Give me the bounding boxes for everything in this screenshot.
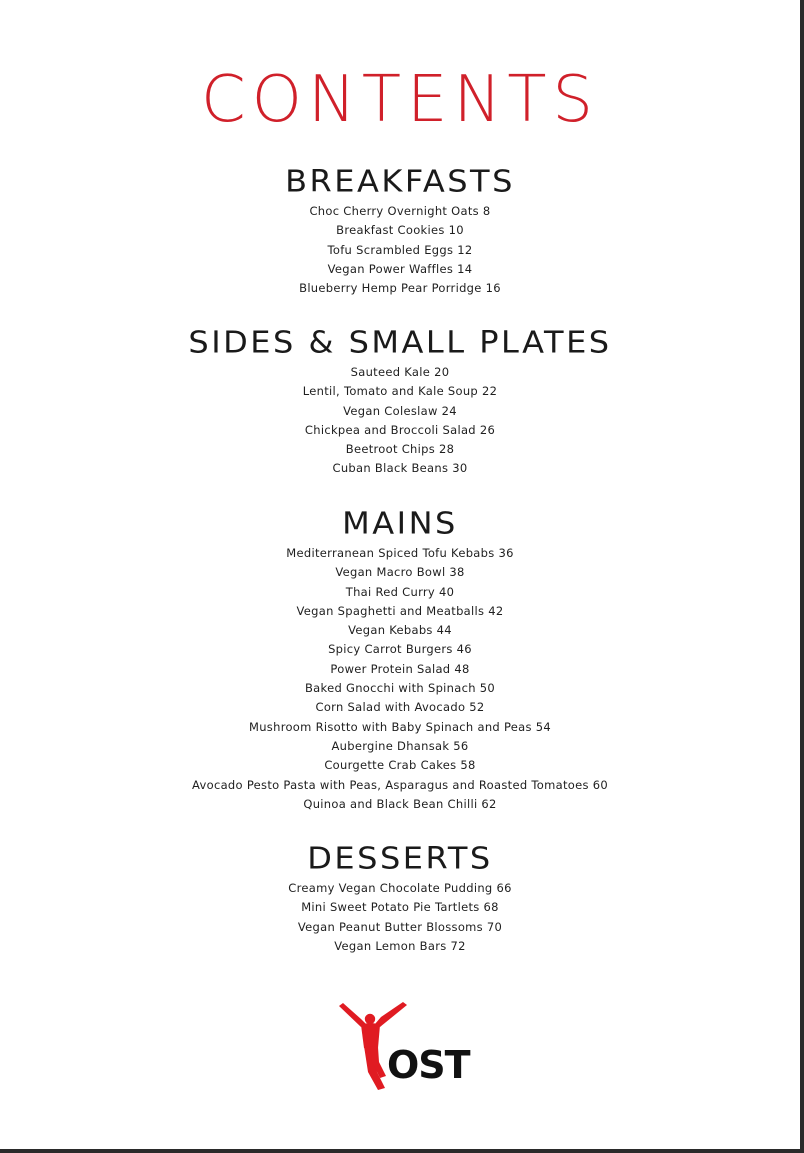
list-item: Sauteed Kale 20 — [350, 365, 450, 379]
list-item: Breakfast Cookies 10 — [336, 223, 464, 238]
list-item: Vegan Power Waffles 14 — [327, 261, 473, 276]
section-heading: MAINS — [342, 504, 458, 542]
list-item: Courgette Crab Cakes 58 — [324, 758, 476, 773]
list-item: Vegan Peanut Butter Blossoms 70 — [297, 919, 503, 934]
section-list — [0, 544, 800, 814]
list-item: Beetroot Chips 28 — [345, 442, 455, 457]
section-list — [0, 879, 800, 956]
logo-text: OST — [387, 1043, 470, 1087]
list-item: Vegan Coleslaw 24 — [343, 403, 457, 418]
page-edge-bottom — [0, 1149, 804, 1153]
list-item: Baked Gnocchi with Spinach 50 — [304, 681, 496, 696]
section-list — [0, 202, 800, 298]
list-item: Creamy Vegan Chocolate Pudding 66 — [288, 881, 512, 895]
list-item: Vegan Macro Bowl 38 — [335, 565, 465, 580]
list-item: Lentil, Tomato and Kale Soup 22 — [302, 384, 498, 399]
list-item: Choc Cherry Overnight Oats 8 — [309, 204, 491, 218]
section-mains — [0, 504, 800, 814]
list-item: Power Protein Salad 48 — [330, 661, 470, 676]
list-item: Mediterranean Spiced Tofu Kebabs 36 — [286, 546, 514, 560]
list-item: Thai Red Curry 40 — [345, 584, 455, 599]
list-item: Mushroom Risotto with Baby Spinach and Peas 54 — [249, 719, 551, 734]
jumping-figure-icon — [337, 1002, 493, 1094]
section-heading: BREAKFASTS — [285, 162, 515, 200]
list-item: Spicy Carrot Burgers 46 — [328, 642, 472, 657]
list-item: Blueberry Hemp Pear Porridge 16 — [299, 281, 501, 296]
list-item: Cuban Black Beans 30 — [332, 461, 468, 476]
section-heading: SIDES & SMALL PLATES — [188, 323, 612, 361]
list-item: Vegan Kebabs 44 — [348, 623, 452, 638]
section-breakfasts — [0, 162, 800, 298]
section-sides-small-plates — [0, 323, 800, 479]
section-desserts — [0, 839, 800, 956]
list-item: Corn Salad with Avocado 52 — [315, 700, 485, 715]
brand-logo — [337, 1002, 493, 1094]
list-item: Quinoa and Black Bean Chilli 62 — [303, 796, 497, 811]
list-item: Mini Sweet Potato Pie Tartlets 68 — [301, 900, 499, 915]
list-item: Avocado Pesto Pasta with Peas, Asparagus and Roasted Tomatoes 60 — [192, 777, 608, 792]
section-heading: DESSERTS — [307, 839, 493, 877]
section-list — [0, 363, 800, 479]
list-item: Aubergine Dhansak 56 — [331, 738, 469, 753]
list-item: Tofu Scrambled Eggs 12 — [327, 242, 473, 257]
list-item: Vegan Spaghetti and Meatballs 42 — [296, 603, 504, 618]
list-item: Chickpea and Broccoli Salad 26 — [304, 422, 496, 437]
list-item: Vegan Lemon Bars 72 — [334, 938, 466, 953]
page-edge-right — [800, 0, 804, 1153]
page-title: CONTENTS — [200, 63, 600, 137]
